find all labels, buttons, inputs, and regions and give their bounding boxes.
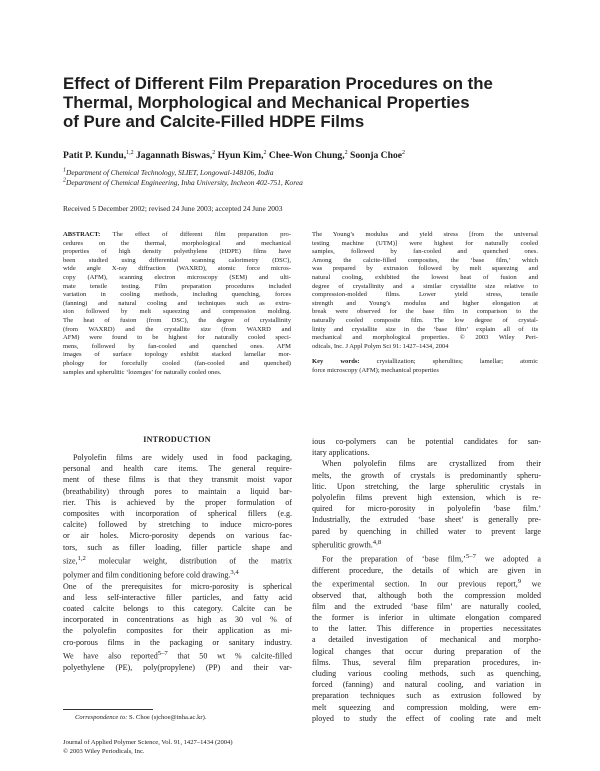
- body-line: a detailed investigation of mechanical and morpho-: [312, 635, 541, 645]
- body-text: we: [521, 579, 541, 589]
- title-line: Thermal, Morphological and Mechanical Properties: [63, 93, 470, 112]
- body-line: personal and health care items. The general require-: [63, 464, 292, 474]
- body-line: forced (fanning) and natural cooling, and variation in: [312, 680, 541, 690]
- abstract-line: wide angle X-ray diffraction (WAXRD), atomic force micros-: [63, 265, 291, 273]
- abstract-line: degree of crystallinity and a similar crystallite size relative to: [312, 282, 538, 290]
- body-line: observed that, although both the compression molded: [312, 590, 541, 600]
- body-line: tors, such as filler loading, filler particle shape and: [63, 542, 292, 552]
- abstract-line: strength and Young’s modulus and higher elongation at: [312, 299, 538, 307]
- body-line: or air holes. Micro-porosity depends on various fac-: [63, 531, 292, 541]
- section-heading-introduction: INTRODUCTION: [143, 435, 211, 444]
- title-line: Effect of Different Film Preparation Procedures on the: [63, 74, 493, 93]
- correspondence-label: Correspondence to:: [75, 714, 128, 721]
- title-line: of Pure and Calcite-Filled HDPE Films: [63, 112, 365, 131]
- author-affiliation-mark: 2: [212, 149, 216, 156]
- abstract-line: images of surface topology exhibit stacked lamellar mor-: [63, 351, 291, 359]
- abstract-label: ABSTRACT:: [63, 231, 101, 238]
- citation-ref: 5–7: [157, 649, 168, 657]
- footnote-divider: [63, 709, 153, 710]
- abstract-left-column: [63, 231, 291, 377]
- abstract-line: (from WAXRD) and the crystallite size (from WAXRD and: [63, 325, 291, 333]
- journal-citation: [63, 739, 233, 756]
- body-text: molecular weight, distribution of the matrix: [85, 556, 292, 566]
- keywords-line: force microscopy (AFM); mechanical properties: [312, 366, 439, 374]
- body-text: we adopted a: [475, 554, 541, 564]
- body-text: polymer and film conditioning before cold drawing.: [63, 570, 231, 580]
- keywords-text: crystallization; spherulites; lamellar; atomic: [359, 358, 538, 366]
- received-dates: Received 5 December 2002; revised 24 June 2003; accepted 24 June 2003: [63, 204, 283, 213]
- body-text: For the preparation of ‘base film,’: [322, 554, 466, 564]
- body-line: different procedure, the details of which are given in: [312, 565, 541, 575]
- body-line: composites with incorporation of spherical fillers (e.g.: [63, 509, 292, 519]
- abstract-line: cedures on the thermal, morphological and mechanical: [63, 239, 291, 247]
- abstract-line: sion followed by melt squeezing and compression molding.: [63, 308, 291, 316]
- body-line: rier. This is achieved by the proper formulation of: [63, 497, 292, 507]
- abstract-line: The Young’s modulus and yield stress [from the universal: [312, 231, 538, 238]
- abstract-line: phology for forcefully cooled (fan-cooled and quenched): [63, 359, 291, 367]
- introduction-left-column: [63, 452, 292, 673]
- body-line: logical changes that occur during preparation of the: [312, 646, 541, 656]
- body-line: ment of these films is that they transmit moist vapor: [63, 475, 292, 485]
- body-line: melt squeezing and compression molding, were em-: [312, 702, 541, 712]
- abstract-line: variation in cooling methods, including quenching, forces: [63, 291, 291, 299]
- body-line: When polyolefin films are crystallized from their: [322, 459, 541, 469]
- body-line: litic. Upon stretching, the large spherulitic crystals in: [312, 481, 541, 491]
- abstract-line: The heat of fusion (from DSC), the degree of crystallinity: [63, 316, 291, 324]
- abstract-line: linity and crystallite size in the ‘base film’ explain all of its: [312, 325, 538, 333]
- body-line: [312, 551, 541, 565]
- body-line: to the latter. This difference in properties necessitates: [312, 624, 541, 634]
- body-line: coated calcite belongs to this category. Calcite can be: [63, 603, 292, 613]
- body-text: spherulitic growth.: [312, 540, 373, 550]
- body-line: cro-porous films in the packaging or sanitary industry.: [63, 637, 292, 647]
- author-list: [63, 150, 533, 162]
- body-line: (breathability) through pores to maintain a liquid bar-: [63, 486, 292, 496]
- keywords-line: [312, 358, 538, 367]
- body-line: films. Thus, several film preparation procedures, in-: [312, 657, 541, 667]
- body-line: pared by quenching in chilled water to prevent large: [312, 526, 541, 536]
- affiliation-text: Department of Chemical Technology, SLIET, Longowal-148106, India: [66, 168, 274, 177]
- abstract-right-column: [312, 231, 538, 376]
- correspondence-email[interactable]: S. Choe (sjchoe@inha.ac.kr).: [127, 714, 207, 721]
- author-affiliation-mark: 2: [402, 149, 406, 156]
- affiliation-2: [63, 178, 533, 188]
- abstract-line: naturally cooled composite film. The low degree of crystal-: [312, 316, 538, 324]
- body-text: size,: [63, 556, 78, 566]
- body-line: polyethylene (PE), poly(propylene) (PP) and their var-: [63, 662, 292, 672]
- abstract-line: mechanical and morphological properties. © 2003 Wiley Peri-: [312, 334, 538, 342]
- keywords-block: [312, 358, 538, 375]
- abstract-line: compression-molded films. Lower yield stress, tensile: [312, 291, 538, 299]
- author-name: Soonja Choe: [350, 150, 403, 161]
- journal-line: Journal of Applied Polymer Science, Vol. 91, 1427–1434 (2004): [63, 739, 233, 746]
- body-line: [63, 553, 292, 567]
- author-name: Jagannath Biswas,: [136, 150, 213, 161]
- citation-ref: 4,8: [372, 538, 382, 546]
- body-line: quired for micro-porosity in polyolefin ‘base film.’: [312, 504, 541, 514]
- affiliation-mark: 1: [63, 167, 66, 174]
- copyright-line: © 2003 Wiley Periodicals, Inc.: [63, 747, 145, 755]
- abstract-line: been studied using differential scanning calorimetry (DSC),: [63, 256, 291, 264]
- body-line: [312, 576, 541, 590]
- citation-ref: 1,2: [77, 554, 86, 562]
- abstract-line: was prepared by extrusion followed by melt squeezing and: [312, 265, 538, 273]
- body-text: the experimental section. In our previous report,: [312, 579, 518, 589]
- author-affiliation-mark: 2: [263, 149, 267, 156]
- abstract-line: break were observed for the base film in comparison to the: [312, 308, 538, 316]
- paper-title: [63, 74, 543, 131]
- affiliation-mark: 2: [63, 177, 66, 184]
- correspondence-note: [75, 714, 206, 721]
- abstract-line: mate tensile testing. Film preparation procedures included: [63, 282, 291, 290]
- body-line: film and the extruded ‘base film’ are naturally cooled,: [312, 601, 541, 611]
- introduction-right-column: [312, 436, 541, 724]
- abstract-line: odicals, Inc. J Appl Polym Sci 91: 1427–1434, 2004: [312, 342, 449, 350]
- body-line: the former is inferior in ultimate elongation compared: [312, 613, 541, 623]
- abstract-line: AFM) were found to be highest for naturally cooled speci-: [63, 334, 291, 342]
- body-line: [312, 537, 541, 551]
- abstract-line: testing machine (UTM)] were highest for naturally cooled: [312, 239, 538, 247]
- body-line: ployed to study the effect of cooling rate and melt: [312, 713, 541, 723]
- body-line: and less self-interactive filler particles, and fatty acid: [63, 592, 292, 602]
- abstract-text: The effect of different film preparation pro-: [100, 231, 291, 238]
- body-line: [63, 567, 292, 581]
- citation-ref: 9: [517, 577, 522, 585]
- abstract-line: natural cooling, exhibited the lowest heat of fusion and: [312, 273, 538, 281]
- body-line: melts, the growth of crystals is predominantly spheru-: [312, 470, 541, 480]
- citation-ref: 3,4: [230, 568, 239, 576]
- author-name: Hyun Kim,: [217, 150, 264, 161]
- body-text: that 50 wt % calcite-filled: [167, 651, 292, 661]
- abstract-line: samples, followed by fan-cooled and quenched ones.: [312, 248, 538, 256]
- body-line: cluding various cooling methods, such as quenching,: [312, 669, 541, 679]
- affiliation-text: Department of Chemical Engineering, Inha University, Incheon 402-751, Korea: [66, 178, 303, 187]
- author-affiliation-mark: 2: [344, 149, 348, 156]
- author-name: Chee-Won Chung,: [268, 150, 345, 161]
- abstract-line: copy (AFM), scanning electron microscopy (SEM) and ulti-: [63, 273, 291, 281]
- body-line: calcite) followed by stretching to induce micro-pores: [63, 520, 292, 530]
- citation-ref: 5–7: [465, 552, 476, 560]
- body-line: preparation techniques such as extrusion followed by: [312, 691, 541, 701]
- abstract-line: samples and spherulitic ‘lozenges’ for naturally cooled ones.: [63, 368, 222, 376]
- body-line: [63, 648, 292, 662]
- abstract-line: mens, followed by fan-cooled and quenched ones. AFM: [63, 342, 291, 350]
- abstract-line: Among the calcite-filled composites, the ‘base film,’ which: [312, 256, 538, 264]
- body-line: polyolefin films prevent high extension, which is re-: [312, 493, 541, 503]
- body-line: incorporated in concentrations as high as 30 vol % of: [63, 615, 292, 625]
- body-line: Polyolefin films are widely used in food packaging,: [73, 453, 292, 462]
- abstract-line: properties of high density polyethylene (HDPE) films have: [63, 248, 291, 256]
- abstract-line: [63, 231, 291, 240]
- body-line: ious co-polymers can be potential candidates for san-: [312, 437, 541, 446]
- body-line: the polyolefin composites for their application as mi-: [63, 626, 292, 636]
- body-line: itary applications.: [312, 448, 370, 458]
- abstract-line: (fanning) and natural cooling and techniques such as extru-: [63, 299, 291, 307]
- author-affiliation-mark: 1,2: [126, 149, 134, 156]
- affiliation-1: [63, 168, 533, 178]
- body-text: We have also reported: [63, 651, 158, 661]
- body-line: Industrially, the extruded ‘base sheet’ is generally pre-: [312, 515, 541, 525]
- body-line: One of the prerequisites for micro-porosity is spherical: [63, 581, 292, 591]
- author-name: Patit P. Kundu,: [63, 150, 127, 161]
- keywords-label: Key words:: [312, 358, 360, 366]
